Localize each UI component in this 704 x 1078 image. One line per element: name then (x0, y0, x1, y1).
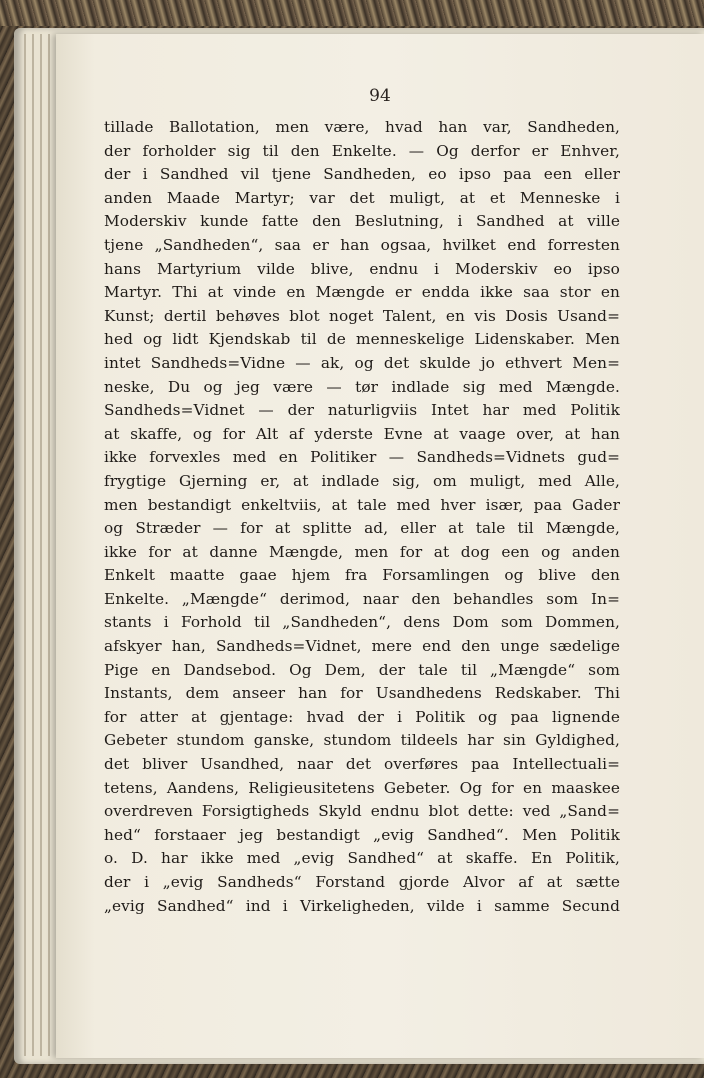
text-line: hans Martyrium vilde blive, endnu i Moderskiv eo ipso (104, 259, 620, 278)
page-edge-line (32, 34, 34, 1056)
text-line: hed og lidt Kjendskab til de menneskelige Lidenskaber. Men (104, 330, 620, 349)
text-line: tjene „Sandheden“, saa er han ogsaa, hvilket end forresten (104, 235, 620, 254)
text-line: Moderskiv kunde fatte den Beslutning, i Sandhed at ville (104, 212, 620, 231)
text-line: det bliver Usandhed, naar det overføres paa Intellectuali= (104, 755, 620, 774)
text-line: der i Sandhed vil tjene Sandheden, eo ipso paa een eller (104, 165, 620, 184)
text-line: for atter at gjentage: hvad der i Politik og paa lignende (104, 707, 620, 726)
text-line: der forholder sig til den Enkelte. — Og derfor er Enhver, (104, 141, 620, 160)
text-line: der i „evig Sandheds“ Forstand gjorde Alvor af at sætte (104, 873, 620, 891)
text-line: frygtige Gjerning er, at indlade sig, om muligt, med Alle, (104, 471, 620, 490)
text-line: Enkelt maatte gaae hjem fra Forsamlingen og blive den (104, 566, 620, 585)
text-line: Kunst; dertil behøves blot noget Talent, en vis Dosis Usand= (104, 306, 620, 325)
text-line: intet Sandheds=Vidne — ak, og det skulde jo ethvert Men= (104, 353, 620, 372)
text-line: Sandheds=Vidnet — der naturligviis Intet har med Politik (104, 401, 620, 420)
text-line: ikke forvexles med en Politiker — Sandheds=Vidnets gud= (104, 448, 620, 467)
text-line: men bestandigt enkeltviis, at tale med hver især, paa Gader (104, 495, 620, 514)
page-edge-line (48, 34, 50, 1056)
text-line: o. D. har ikke med „evig Sandhed“ at skaffe. En Politik, (104, 849, 620, 868)
text-line: „evig Sandhed“ ind i Virkeligheden, vilde i samme Secund (104, 896, 620, 915)
text-line: Pige en Dandsebod. Og Dem, der tale til „Mængde“ som (104, 660, 620, 679)
text-line: neske, Du og jeg være — tør indlade sig med Mængde. (104, 377, 620, 396)
text-line: stants i Forhold til „Sandheden“, dens Dom som Dommen, (104, 613, 620, 632)
page-text (104, 116, 620, 918)
text-line: at skaffe, og for Alt af yderste Evne at vaage over, at han (104, 424, 620, 443)
text-line: Instants, dem anseer han for Usandhedens Redskaber. Thi (104, 684, 620, 703)
text-line: tillade Ballotation, men være, hvad han var, Sandheden, (104, 118, 620, 136)
text-line: Enkelte. „Mængde“ derimod, naar den behandles som In= (104, 589, 620, 608)
text-line: Martyr. Thi at vinde en Mængde er endda ikke saa stor en (104, 283, 620, 302)
text-line: Gebeter stundom ganske, stundom tildeels har sin Gyldighed, (104, 731, 620, 750)
marbled-cover-top (0, 0, 704, 26)
text-line: anden Maade Martyr; var det muligt, at et Menneske i (104, 188, 620, 207)
text-line: ikke for at danne Mængde, men for at dog een og anden (104, 542, 620, 561)
text-line: og Stræder — for at splitte ad, eller at tale til Mængde, (104, 519, 620, 538)
page-number: 94 (369, 86, 391, 106)
text-line: tetens, Aandens, Religieusitetens Gebeter. Og for en maaskee (104, 778, 620, 797)
page-edge-line (24, 34, 26, 1056)
text-line: overdreven Forsigtigheds Skyld endnu blot dette: ved „Sand= (104, 802, 620, 821)
page-edge-line (40, 34, 42, 1056)
text-line: afskyer han, Sandheds=Vidnet, mere end den unge sædelige (104, 637, 620, 656)
text-line: hed“ forstaaer jeg bestandigt „evig Sandhed“. Men Politik (104, 825, 620, 844)
